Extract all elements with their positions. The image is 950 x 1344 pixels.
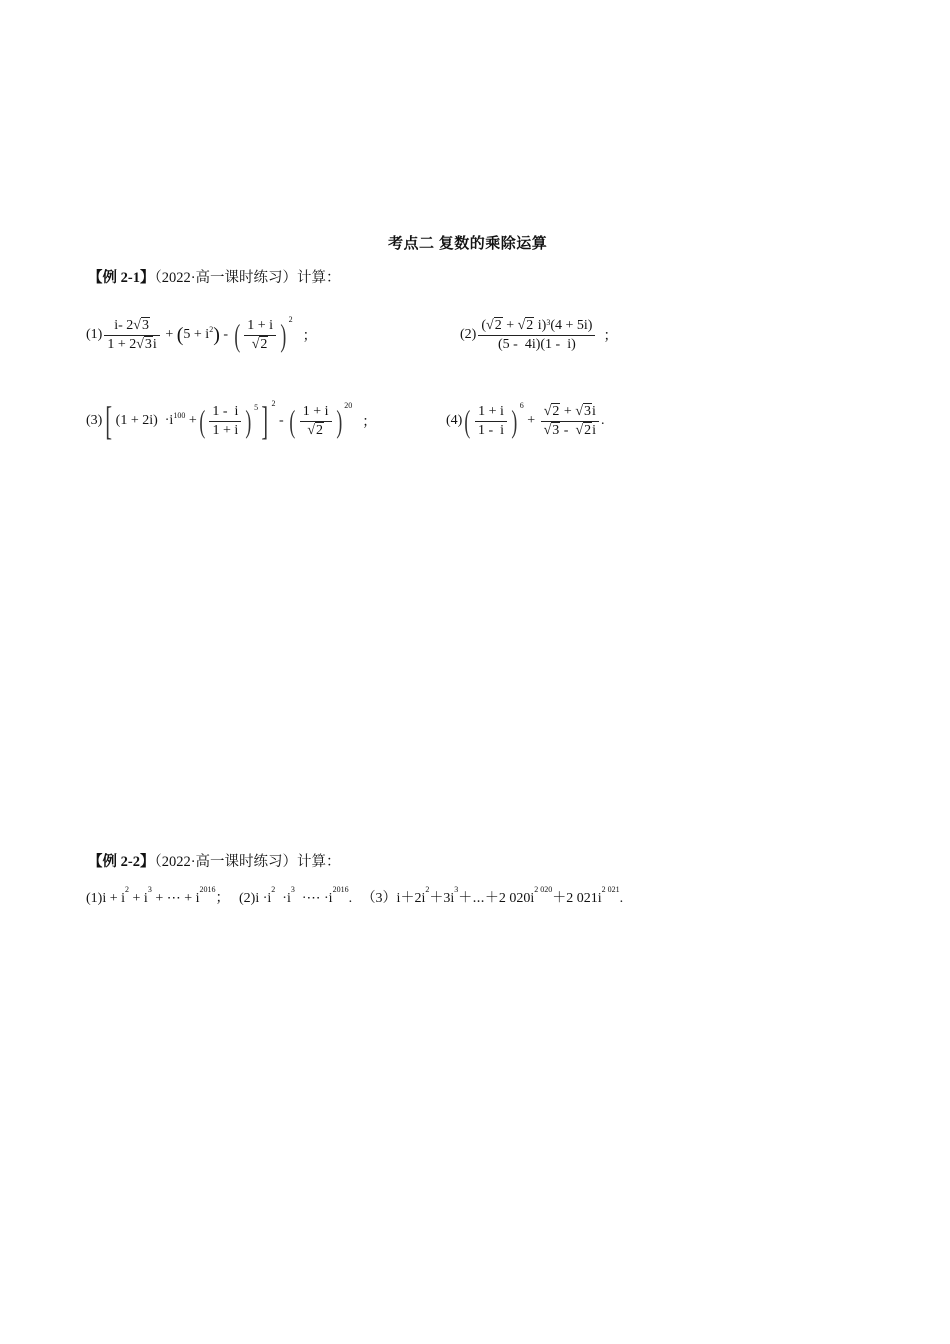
- problem-2: [460, 300, 617, 370]
- example-2-1-header: [88, 266, 341, 287]
- item-2-label: (2): [239, 891, 256, 906]
- problem-3: (3) [ $(1 + 2i) \cdot i^{100}$ + ( $\frac{1 - i}{1 + i}$ ) $^5$ ] $^2$ - ( $\frac{1 + i}{√2}$ ) $^{20}$ ；: [86, 398, 377, 443]
- problem-1: (1) $\frac{i- 2√3}{1 + 2√3i}$ + ( $5 + i^2$ ) - ( $\frac{1 + i}{√2}$ ) $^2$ ；: [86, 314, 317, 353]
- item-3: $(3)i+2i^2+3i^3+\cdots+2$ $020i^{2 020}+2$ $021i^{2 021}$.: [361, 885, 624, 906]
- fraction: $\frac{i- 2√3}{1 + 2√3i}$: [104, 317, 159, 354]
- problem-4-label: (4): [446, 413, 463, 428]
- example-2-2-header: [88, 850, 341, 871]
- problem-1-end: ；: [302, 329, 317, 344]
- fraction: $\frac{√2 + √3i}{√3 - √2i}$: [541, 403, 599, 440]
- problem-2-end: ；: [603, 329, 618, 344]
- problem-1-label: (1): [86, 327, 103, 342]
- section-title: 考点二 复数的乘除运算: [388, 236, 548, 252]
- problem-3-end: ；: [362, 415, 377, 430]
- example-tag: 【例 2-2】: [88, 854, 155, 870]
- example-source: （2022·高一课时练习）计算：: [154, 270, 341, 286]
- item-1-label: (1): [86, 891, 103, 906]
- fraction: $\frac{(√2 + √2 i)^3(4 + 5i)}{(5 - 4i)(1 - i)}$: [478, 316, 595, 354]
- problem-2-label: (2): [460, 327, 477, 342]
- item-1-expr: i + i: [102, 891, 126, 906]
- problem-3-label: (3): [86, 413, 103, 428]
- example-tag: 【例 2-1】: [88, 270, 155, 286]
- problem-4-end: .: [601, 413, 605, 428]
- example-source: （2022·高一课时练习）计算：: [154, 854, 341, 870]
- example-2-2-items: $(1)i + i^2 + i^3$ + ⋯ + $i^{2016}$； $(2)i \cdot i^2 \cdot i^3$ ·⋯ $\cdot i^{2016}$. $(3)i+2i^2+3i^3+\cdots+2$ $020i^{2 020}+2$ $021i^{2 021}$.: [86, 885, 624, 906]
- problem-4: (4) ( $\frac{1 + i}{1 - i}$ ) $^6$ + $\frac{√2 + √3i}{√3 - √2i}$ .: [446, 400, 605, 439]
